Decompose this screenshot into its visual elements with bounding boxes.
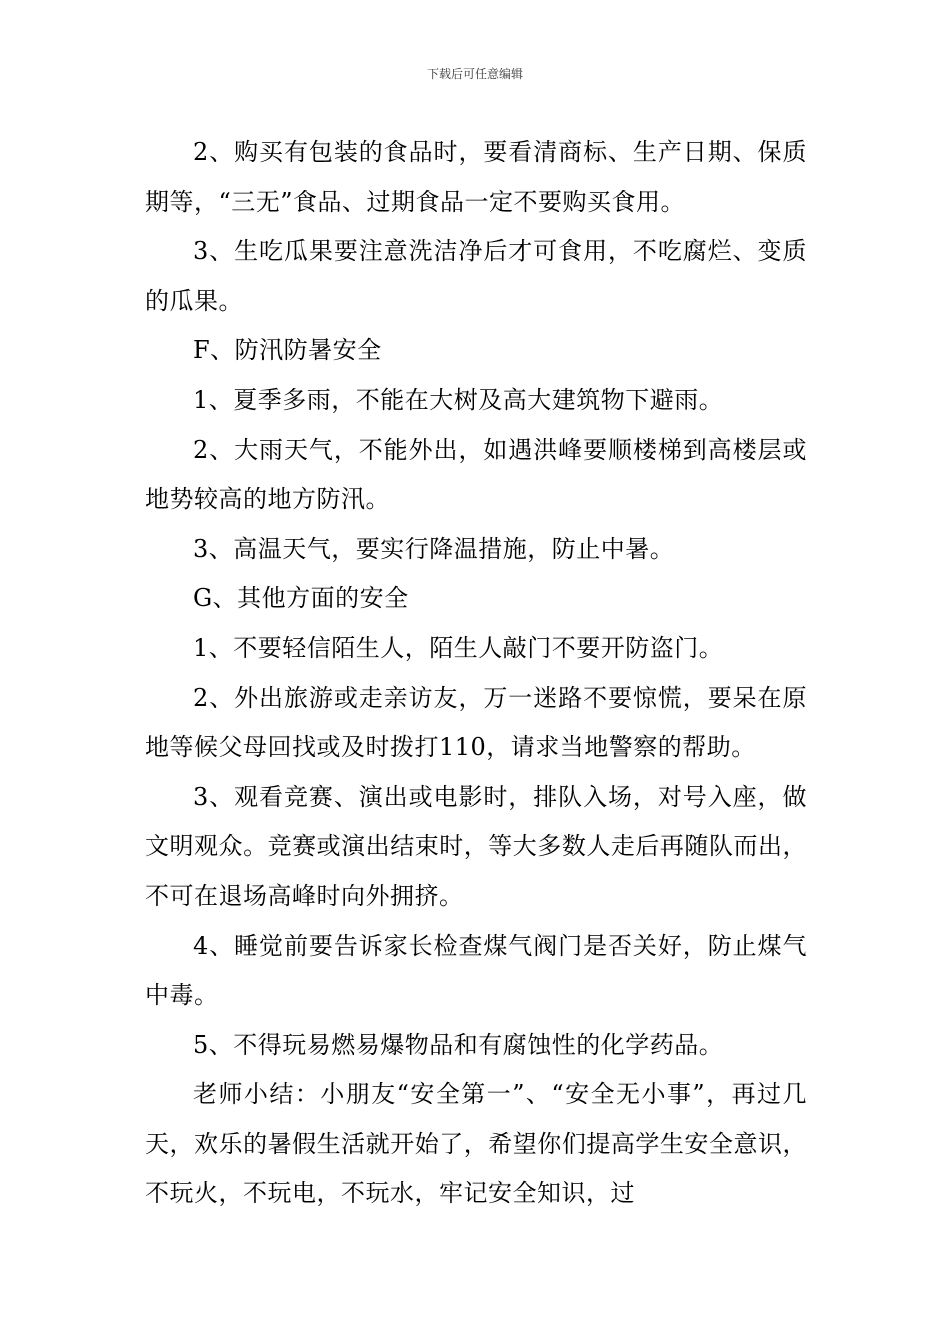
paragraph-gas-valve: 4、睡觉前要告诉家长检查煤气阀门是否关好，防止煤气中毒。 [145, 931, 807, 1010]
paragraph-lost: 2、外出旅游或走亲访友，万一迷路不要惊慌，要呆在原地等候父母回找或及时拨打110，请求当地警察的帮助。 [145, 683, 807, 762]
document-body [145, 128, 807, 1219]
paragraph-heavy-rain: 2、大雨天气，不能外出，如遇洪峰要顺楼梯到高楼层或地势较高的地方防汛。 [145, 435, 807, 514]
paragraph-events: 3、观看竞赛、演出或电影时，排队入场，对号入座，做文明观众。竞赛或演出结束时，等大多数人走后再随队而出，不可在退场高峰时向外拥挤。 [145, 782, 807, 910]
paragraph-chemicals: 5、不得玩易燃易爆物品和有腐蚀性的化学药品。 [193, 1030, 724, 1059]
paragraph-high-temperature: 3、高温天气，要实行降温措施，防止中暑。 [193, 534, 675, 563]
paragraph-teacher-summary: 老师小结：小朋友“安全第一”、“安全无小事”，再过几天，欢乐的暑假生活就开始了，希望你们提高学生安全意识，不玩火，不玩电，不玩水，牢记安全知识，过 [145, 1080, 807, 1208]
paragraph-strangers: 1、不要轻信陌生人，陌生人敲门不要开防盗门。 [193, 633, 724, 662]
paragraph-rain-shelter: 1、夏季多雨，不能在大树及高大建筑物下避雨。 [193, 385, 724, 414]
paragraph-food-packaging: 2、购买有包装的食品时，要看清商标、生产日期、保质期等，“三无”食品、过期食品一定不要购买食用。 [145, 138, 807, 216]
section-heading-other-safety: G、其他方面的安全 [193, 584, 409, 613]
paragraph-fruit-washing: 3、生吃瓜果要注意洗洁净后才可食用，不吃腐烂、变质的瓜果。 [145, 237, 807, 315]
page-header: 下载后可任意编辑 [426, 67, 523, 81]
section-heading-flood-heat: F、防汛防暑安全 [193, 336, 382, 365]
